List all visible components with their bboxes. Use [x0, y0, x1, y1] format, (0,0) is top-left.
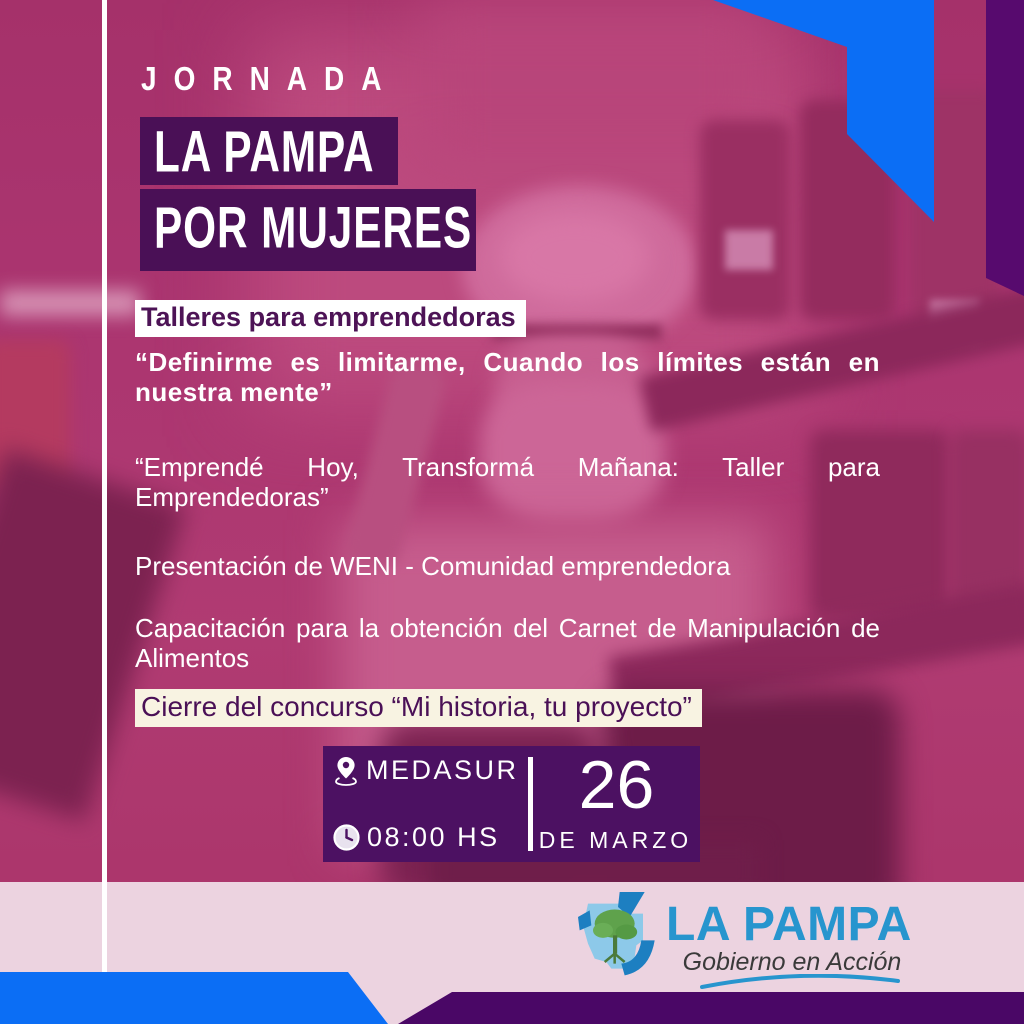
- venue-label: MEDASUR: [366, 755, 519, 785]
- event-day: 26: [578, 747, 655, 823]
- government-logo-tagline: Gobierno en Acción: [682, 948, 902, 976]
- photo-shape: [910, 90, 1000, 320]
- title-line-2-text: POR MUJERES: [154, 193, 473, 261]
- photo-shape: [500, 212, 650, 302]
- title-line-1: [140, 117, 398, 185]
- footer-band: [0, 882, 1024, 1024]
- agenda-item: Presentación de WENI - Comunidad emprendedora: [135, 551, 731, 581]
- event-info-box: [323, 746, 700, 862]
- clock-icon: [333, 824, 360, 851]
- left-accent-line: [102, 0, 107, 972]
- kicker-title: JORNADA: [141, 60, 399, 98]
- time-label: 08:00 HS: [367, 822, 500, 852]
- photo-shape: [800, 100, 895, 320]
- agenda-item: “Emprendé Hoy, Transformá Mañana: Taller para Emprendedoras”: [135, 452, 880, 512]
- agenda-item: Capacitación para la obtención del Carnet de Manipulación de Alimentos: [135, 613, 880, 673]
- location-pin-icon: [333, 756, 359, 786]
- section-heading-highlight: Talleres para emprendedoras: [135, 300, 526, 337]
- title-line-1-text: LA PAMPA: [154, 117, 375, 185]
- photo-shape: [0, 290, 140, 316]
- logo-swoosh-underline: [700, 974, 900, 990]
- closing-event-highlight: Cierre del concurso “Mi historia, tu proyecto”: [135, 689, 702, 727]
- event-box-divider: [528, 757, 533, 851]
- time-row: [333, 822, 500, 853]
- photo-shape: [725, 230, 773, 270]
- venue-row: [333, 755, 519, 786]
- event-month: DE MARZO: [538, 827, 693, 853]
- photo-shape: [700, 120, 790, 320]
- government-logo-wordmark: LA PAMPA: [666, 898, 912, 951]
- title-line-2: [140, 189, 476, 271]
- province-map-tree-logo: [576, 892, 660, 982]
- agenda-item: “Definirme es limitarme, Cuando los límites están en nuestra mente”: [135, 347, 880, 407]
